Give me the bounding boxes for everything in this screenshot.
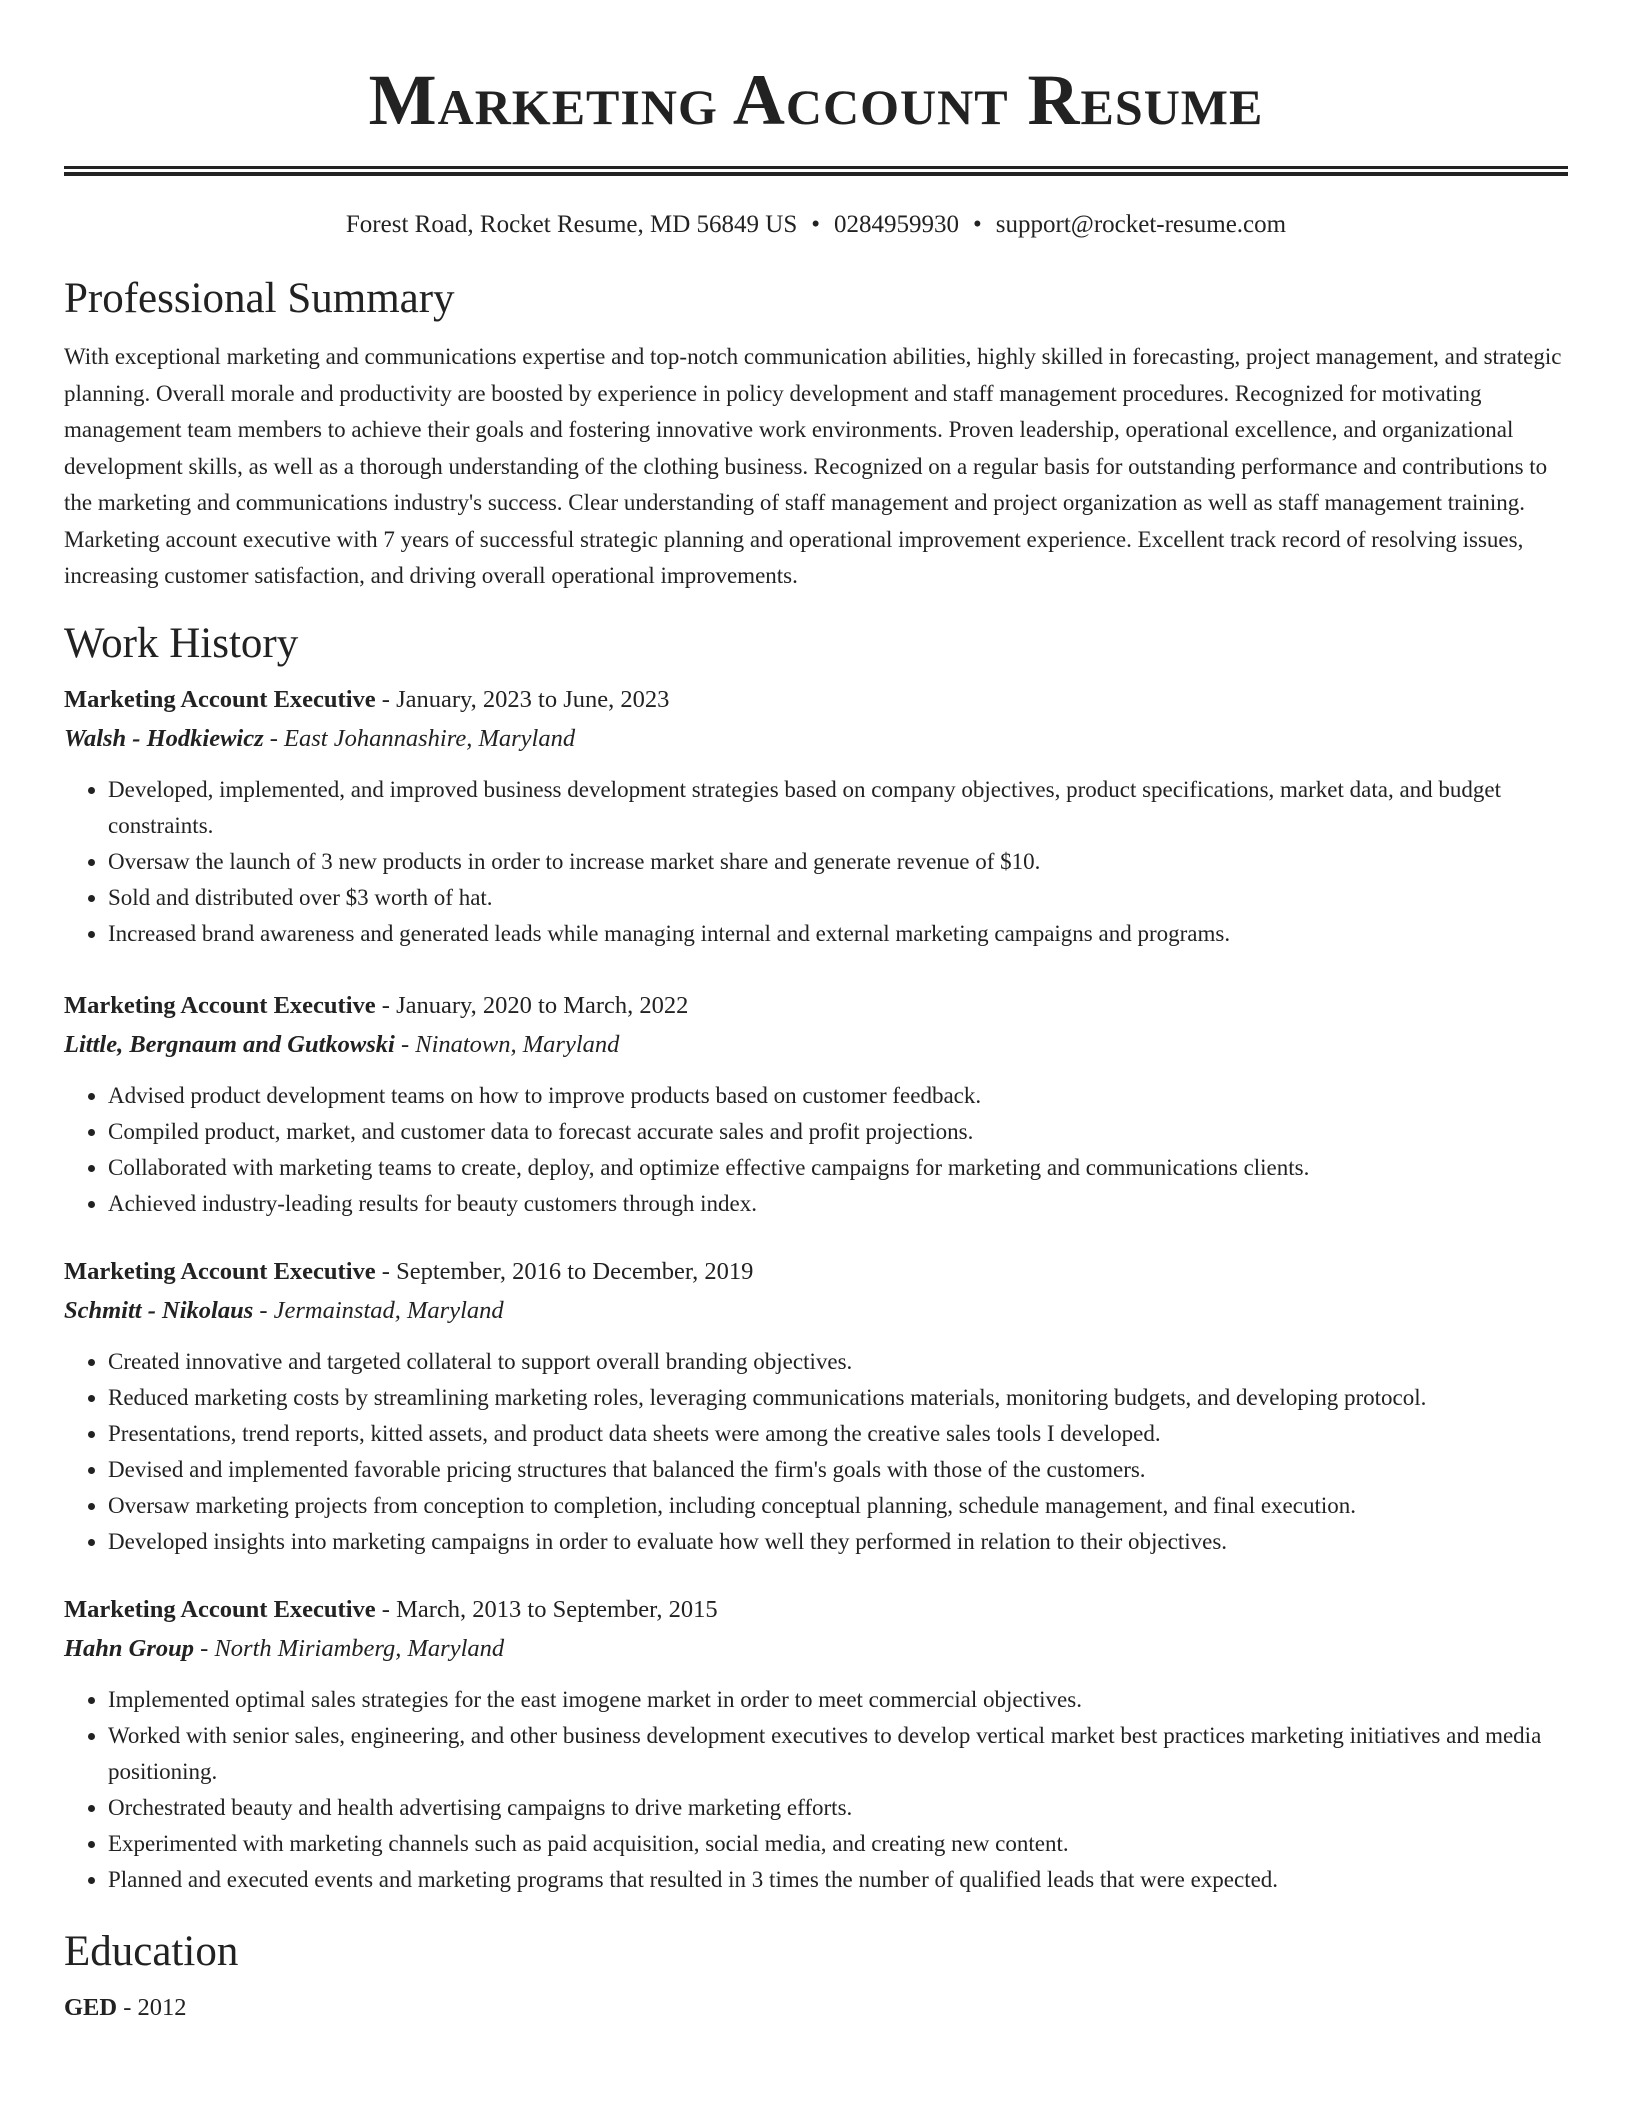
job-entry: [64, 1252, 1568, 1560]
duty-item: • Collaborated with marketing teams to create, deploy, and optimize effective campaigns for marketing and communications clients.: [108, 1150, 1568, 1186]
summary-text: With exceptional marketing and communications expertise and top-notch communication abilities, highly skilled in forecasting, project management, and strategic planning. Overall morale and productivity are boosted by experience in policy development and staff management procedures. Recognized for motivating management team members to achieve their goals and fostering innovative work environments. Proven leadership, operational excellence, and organizational development skills, as well as a thorough understanding of the clothing business. Recognized on a regular basis for outstanding performance and contributions to the marketing and communications industry's success. Clear understanding of staff management and project organization as well as staff management training. Marketing account executive with 7 years of successful strategic planning and operational improvement experience. Excellent track record of resolving issues, increasing customer satisfaction, and driving overall operational improvements.: [64, 344, 1562, 588]
duty-item: • Planned and executed events and marketing programs that resulted in 3 times the number of qualified leads that were expected.: [108, 1862, 1568, 1898]
contact-email[interactable]: support@rocket-resume.com: [995, 211, 1287, 238]
job-entry: [64, 986, 1568, 1222]
duty-item: • Advised product development teams on how to improve products based on customer feedback.: [108, 1078, 1568, 1114]
company-name: Little, Bergnaum and Gutkowski: [64, 1030, 395, 1058]
summary-heading: Professional Summary: [64, 275, 455, 322]
title-divider: [64, 166, 1568, 176]
duty-item: • Presentations, trend reports, kitted assets, and product data sheets were among the creative sales tools I developed.: [108, 1416, 1568, 1452]
duty-list: [64, 1682, 1568, 1898]
contact-address: Forest Road, Rocket Resume, MD 56849 US: [345, 211, 798, 238]
education-degree: GED: [64, 1993, 118, 2021]
duty-item: • Implemented optimal sales strategies for the east imogene market in order to meet commercial objectives.: [108, 1682, 1568, 1718]
duty-item: • Developed, implemented, and improved business development strategies based on company objectives, product specifications, market data, and budget constraints.: [108, 772, 1568, 844]
duty-list: [64, 1078, 1568, 1222]
contact-separator: •: [811, 211, 821, 238]
company-location: - Jermainstad, Maryland: [253, 1296, 504, 1324]
job-title-line: [64, 680, 1568, 719]
duty-list: [64, 772, 1568, 952]
company-location: - East Johannashire, Maryland: [263, 724, 576, 752]
job-title-line: [64, 1590, 1568, 1629]
company-name: Hahn Group: [64, 1634, 195, 1662]
contact-phone: 0284959930: [834, 211, 960, 238]
job-title: Marketing Account Executive: [64, 991, 376, 1019]
company-line: [64, 719, 1568, 758]
duty-item: • Increased brand awareness and generated leads while managing internal and external marketing campaigns and programs.: [108, 916, 1568, 952]
resume-title: Marketing Account Resume: [368, 60, 1264, 140]
duty-item: • Oversaw the launch of 3 new products in order to increase market share and generate revenue of $10.: [108, 844, 1568, 880]
company-name: Schmitt - Nikolaus: [64, 1296, 254, 1324]
duty-item: • Oversaw marketing projects from conception to completion, including conceptual planning, schedule management, and final execution.: [108, 1488, 1568, 1524]
duty-list: [64, 1344, 1568, 1560]
education-year: - 2012: [117, 1993, 187, 2021]
job-dates: - September, 2016 to December, 2019: [375, 1257, 754, 1285]
job-title: Marketing Account Executive: [64, 1595, 376, 1623]
job-title-line: [64, 986, 1568, 1025]
job-title: Marketing Account Executive: [64, 1257, 376, 1285]
duty-item: • Sold and distributed over $3 worth of hat.: [108, 880, 1568, 916]
company-line: [64, 1629, 1568, 1668]
duty-item: • Developed insights into marketing campaigns in order to evaluate how well they performed in relation to their objectives.: [108, 1524, 1568, 1560]
job-dates: - January, 2020 to March, 2022: [375, 991, 689, 1019]
company-line: [64, 1291, 1568, 1330]
job-title-line: [64, 1252, 1568, 1291]
education-entry: [64, 1988, 1568, 2027]
job-entry: [64, 680, 1568, 952]
contact-line: [64, 209, 1568, 241]
duty-item: • Reduced marketing costs by streamlining marketing roles, leveraging communications materials, monitoring budgets, and developing protocol.: [108, 1380, 1568, 1416]
company-location: - North Miriamberg, Maryland: [194, 1634, 505, 1662]
company-name: Walsh - Hodkiewicz: [64, 724, 264, 752]
duty-item: • Compiled product, market, and customer data to forecast accurate sales and profit projections.: [108, 1114, 1568, 1150]
duty-item: • Orchestrated beauty and health advertising campaigns to drive marketing efforts.: [108, 1790, 1568, 1826]
job-dates: - March, 2013 to September, 2015: [375, 1595, 718, 1623]
company-line: [64, 1025, 1568, 1064]
job-dates: - January, 2023 to June, 2023: [375, 685, 670, 713]
company-location: - Ninatown, Maryland: [394, 1030, 620, 1058]
resume-page: [64, 0, 1568, 2027]
job-title: Marketing Account Executive: [64, 685, 376, 713]
duty-item: • Worked with senior sales, engineering, and other business development executives to develop vertical market best practices marketing initiatives and media positioning.: [108, 1718, 1568, 1790]
contact-separator: •: [973, 211, 982, 238]
duty-item: • Achieved industry-leading results for beauty customers through index.: [108, 1186, 1568, 1222]
duty-item: • Created innovative and targeted collateral to support overall branding objectives.: [108, 1344, 1568, 1380]
work-history-heading: Work History: [64, 619, 299, 667]
education-heading: Education: [64, 1927, 239, 1975]
duty-item: • Devised and implemented favorable pricing structures that balanced the firm's goals with those of the customers.: [108, 1452, 1568, 1488]
duty-item: • Experimented with marketing channels such as paid acquisition, social media, and creating new content.: [108, 1826, 1568, 1862]
job-entry: [64, 1590, 1568, 1898]
